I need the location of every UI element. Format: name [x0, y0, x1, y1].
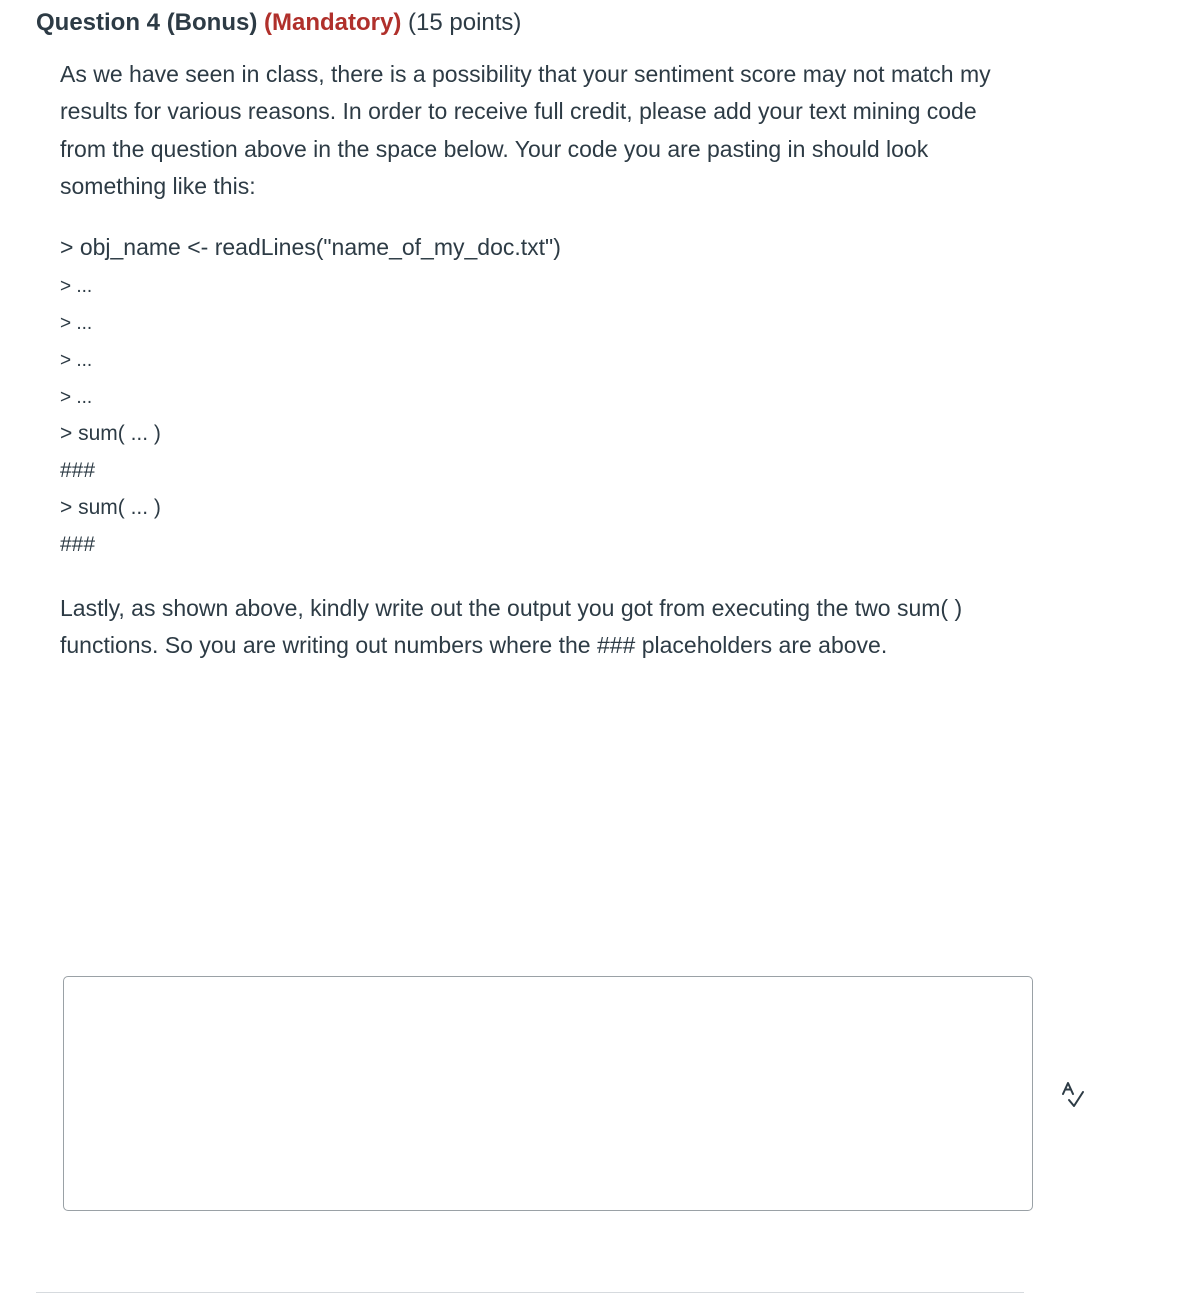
question-prompt: [60, 56, 1020, 205]
prompt-paragraph: As we have seen in class, there is a possibility that your sentiment score may not match my results for various reasons. In order to receive full credit, please add your text mining code from the question above in the space below. Your code you are pasting in should look something like this:: [60, 61, 991, 199]
spellcheck-icon[interactable]: [1060, 1082, 1086, 1108]
code-line: > sum( ... ): [60, 496, 161, 519]
bottom-divider: [36, 1292, 1024, 1293]
spellcheck-icon-glyph: [1060, 1082, 1086, 1108]
code-line: > ...: [60, 276, 93, 297]
code-line: > ...: [60, 313, 93, 334]
code-line: > ...: [60, 387, 93, 408]
code-line: > ...: [60, 350, 93, 371]
code-line: ###: [60, 459, 96, 482]
code-line: ###: [60, 533, 96, 556]
mandatory-label: (Mandatory): [264, 9, 402, 36]
code-line: > sum( ... ): [60, 422, 161, 445]
code-line: > obj_name <- readLines("name_of_my_doc.txt"): [60, 234, 561, 260]
points-label: (15 points): [408, 9, 522, 36]
answer-textarea[interactable]: [63, 976, 1033, 1211]
question-title: Question 4 (Bonus): [36, 9, 258, 36]
closing-instructions: [60, 590, 1020, 665]
closing-paragraph: Lastly, as shown above, kindly write out the output you got from executing the two sum( ) functions. So you are writing out numbers where the ### placeholders are above.: [60, 595, 963, 659]
question-header: [36, 6, 521, 40]
